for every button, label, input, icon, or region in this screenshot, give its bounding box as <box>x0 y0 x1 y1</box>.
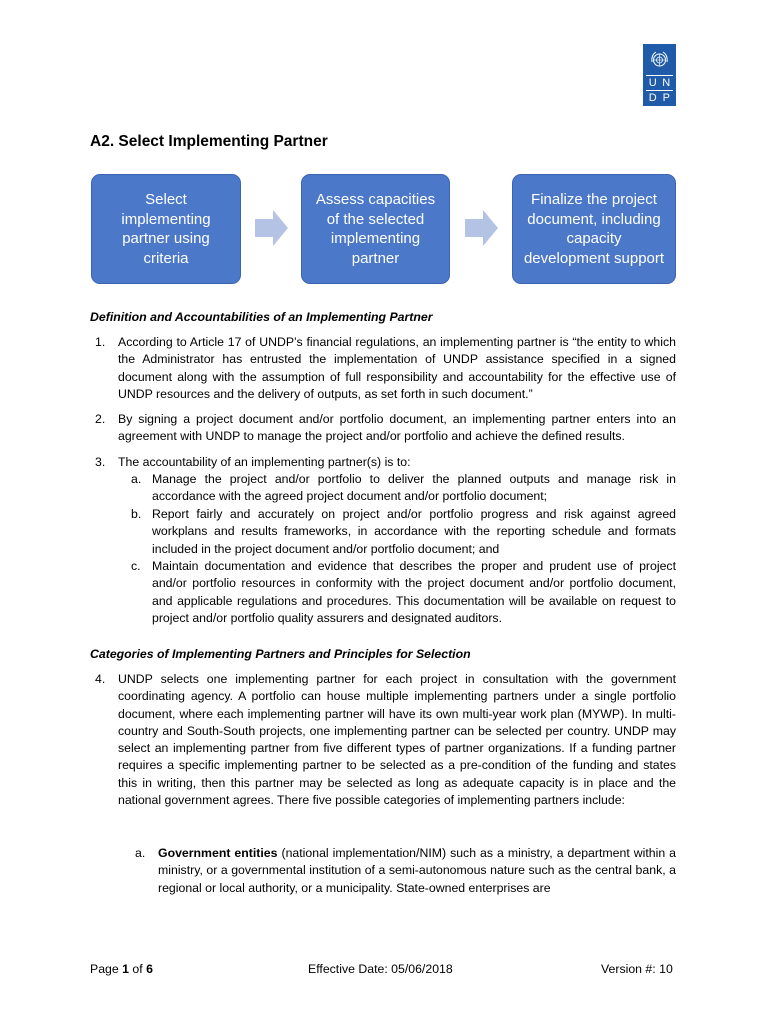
sublist-letter: c. <box>131 559 141 573</box>
list-item: UNDP selects one implementing partner for each project in consultation with the government coordinating agency. A portfolio can house multiple implementing partners under a single portfolio document, where each implementing partner will have its own multi-year work plan (MYWP). In multi-country and South-South projects, one implementing partner can be selected per country. UNDP may select an implementing partner from five different types of partner organizations. If a funding partner requires a specific implementing partner to be selected as a pre-condition of the funding and states this in writing, then this partner may be selected as long as adequate capacity is in place and the national government agrees. There five possible categories of implementing partners include: <box>118 672 676 808</box>
list-number: 4. <box>95 672 106 686</box>
logo-letter: U <box>646 75 660 90</box>
list-item: According to Article 17 of UNDP’s financial regulations, an implementing partner is “the entity to which the Administrator has entrusted the implementation of UNDP assistance specified in a signed document along with the assumption of full responsibility and accountability for the effective use of UNDP resources and the delivery of outputs, as set forth in such document.” <box>118 335 676 401</box>
logo-letter: D <box>646 90 660 105</box>
undp-logo <box>643 44 676 106</box>
logo-letter: N <box>660 75 674 90</box>
version-number: Version #: 10 <box>601 962 673 976</box>
sublist-item: Manage the project and/or portfolio to deliver the planned outputs and manage risk in accordance with the agreed project document and/or portfolio document; <box>152 472 676 504</box>
effective-date: Effective Date: 05/06/2018 <box>308 962 453 976</box>
flow-step-1: Select implementing partner using criteria <box>91 174 241 284</box>
un-emblem-icon <box>649 50 670 71</box>
category-description: (national implementation/NIM) such as a ministry, a department within a ministry, or a governmental institution of a semi-autonomous nature such as the central bank, a regional or local authority, or a municipality. State-owned enterprises are <box>158 846 676 895</box>
page-total: 6 <box>146 962 153 976</box>
category-title: Government entities <box>158 846 278 860</box>
list-number: 3. <box>95 455 106 469</box>
list-number: 2. <box>95 412 106 426</box>
page-current: 1 <box>122 962 129 976</box>
sublist-letter: a. <box>131 472 142 486</box>
list-item: The accountability of an implementing partner(s) is to: <box>118 455 411 469</box>
page-title: A2. Select Implementing Partner <box>90 133 328 150</box>
list-item: By signing a project document and/or portfolio document, an implementing partner enters into an agreement with UNDP to manage the project and/or portfolio and achieve the defined results. <box>118 412 676 444</box>
list-number: 1. <box>95 335 106 349</box>
page-number <box>90 961 153 977</box>
flow-step-3: Finalize the project document, including capacity development support <box>512 174 676 284</box>
section-heading: Categories of Implementing Partners and Principles for Selection <box>90 647 471 661</box>
sublist-letter: a. <box>135 846 146 860</box>
sublist-item: Maintain documentation and evidence that describes the proper and prudent use of project and/or portfolio resources in conformity with the project document and/or portfolio document, and applicable regulations and procedures. This documentation will be available on request to project and/or portfolio quality assurers and designated auditors. <box>152 559 676 625</box>
section-heading: Definition and Accountabilities of an Implementing Partner <box>90 310 433 324</box>
arrow-right-icon <box>255 208 289 248</box>
page-of: of <box>128 962 147 976</box>
arrow-right-icon <box>465 208 499 248</box>
logo-letter: P <box>660 90 674 105</box>
page-prefix: Page <box>90 962 123 976</box>
sublist-item: Report fairly and accurately on project and/or portfolio progress and risk against agreed workplans and results frameworks, in accordance with the reporting schedule and formats included in the project document and/or portfolio document; and <box>152 507 676 556</box>
sublist-letter: b. <box>131 507 142 521</box>
flow-step-2: Assess capacities of the selected implementing partner <box>301 174 450 284</box>
sublist-item <box>158 845 676 897</box>
